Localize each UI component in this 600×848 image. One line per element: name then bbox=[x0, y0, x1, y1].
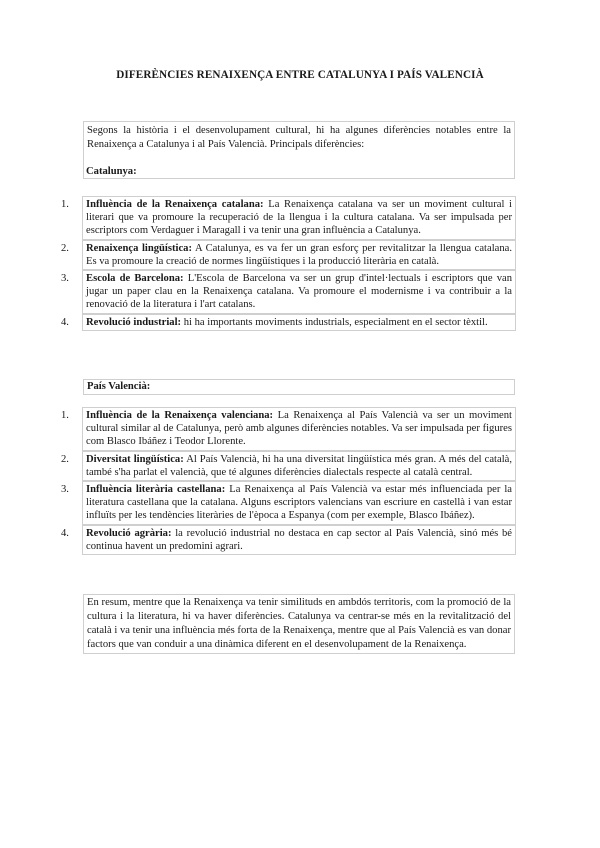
item-text: La Renaixença al País Valencià va estar més influenciada per la literatura castellana que la catalana. Alguns escriptors valencians van escriure en castellà i van estar influïts per les tendències literàries de l'època a Espanya (com per exemple, Blasco Ibáñez). bbox=[86, 484, 512, 522]
item-number: 3. bbox=[61, 273, 69, 285]
item-number: 2. bbox=[61, 242, 69, 254]
item-number: 1. bbox=[61, 410, 69, 421]
item-number: 1. bbox=[61, 199, 69, 210]
item-lead: Influència literària castellana: bbox=[86, 484, 226, 496]
item-lead: Revolució agrària: bbox=[86, 527, 172, 539]
list-item bbox=[61, 270, 516, 314]
item-number: 2. bbox=[61, 453, 69, 465]
item-lead: Diversitat lingüística: bbox=[86, 453, 184, 465]
item-number: 3. bbox=[61, 484, 69, 496]
catalunya-list bbox=[60, 196, 516, 331]
item-number: 4. bbox=[61, 316, 69, 328]
valencia-list bbox=[60, 407, 516, 555]
summary-box bbox=[83, 594, 515, 654]
intro-text: Segons la història i el desenvolupament cultural, hi ha algunes diferències notables entre la Renaixença a Catalunya i al País Valencià. Principals diferències: bbox=[87, 125, 511, 151]
summary-text: En resum, mentre que la Renaixença va tenir similituds en ambdós territoris, com la promoció de la cultura i la literatura, hi va haver diferències. Catalunya va centrar-se més en la revitalització del català i va tenir una influència més forta de la Renaixença, mentre que al País Valencià es van donar factors que van conduir a una dinàmica diferent en el desenvolupament de la Renaixença. bbox=[87, 597, 511, 651]
item-number: 4. bbox=[61, 527, 69, 539]
valencia-heading: País Valencià: bbox=[83, 379, 515, 395]
item-text: L'Escola de Barcelona va ser un grup d'intel·lectuals i escriptors que van jugar un paper clau en la Renaixença catalana. Va promoure el modernisme i va contribuir a la renovació de la literatura i l'art catalans. bbox=[86, 273, 512, 311]
list-item bbox=[61, 314, 516, 331]
item-text: Al País Valencià, hi ha una diversitat lingüística més gran. A més del català, també s'ha parlat el valencià, que té algunes diferències dialectals respecte al català central. bbox=[86, 453, 512, 478]
list-item bbox=[61, 407, 516, 451]
catalunya-heading: Catalunya: bbox=[86, 166, 137, 177]
document-title: DIFERÈNCIES RENAIXENÇA ENTRE CATALUNYA I PAÍS VALENCIÀ bbox=[116, 69, 484, 81]
item-text: A Catalunya, es va fer un gran esforç per revitalitzar la llengua catalana. Es va promoure la creació de normes lingüístiques i la producció literària en català. bbox=[86, 242, 512, 267]
list-item bbox=[61, 481, 516, 525]
item-text: hi ha importants moviments industrials, especialment en el sector tèxtil. bbox=[181, 316, 488, 328]
item-text: La Renaixença catalana va ser un moviment cultural i literari que va promoure la recuperació de la llengua i la cultura catalana. Va ser impulsada per escriptors com Verdaguer i Maragall i va tenir una gran influència a Catalunya. bbox=[86, 199, 512, 237]
item-text: la revolució industrial no destaca en cap sector al País Valencià, sinó més bé continua havent un predomini agrari. bbox=[86, 527, 512, 552]
item-lead: Renaixença lingüística: bbox=[86, 242, 192, 254]
item-text: La Renaixença al País Valencià va ser un moviment cultural similar al de Catalunya, però amb algunes diferències notables. Va ser impulsada per figures com Blasco Ibáñez i Teodor Llorente. bbox=[86, 410, 512, 448]
item-lead: Influència de la Renaixença valenciana: bbox=[86, 410, 274, 421]
list-item bbox=[61, 240, 516, 270]
item-lead: Escola de Barcelona: bbox=[86, 273, 184, 285]
item-lead: Revolució industrial: bbox=[86, 316, 182, 328]
list-item bbox=[61, 196, 516, 240]
list-item bbox=[61, 451, 516, 481]
item-lead: Influència de la Renaixença catalana: bbox=[86, 199, 264, 210]
list-item bbox=[61, 525, 516, 555]
